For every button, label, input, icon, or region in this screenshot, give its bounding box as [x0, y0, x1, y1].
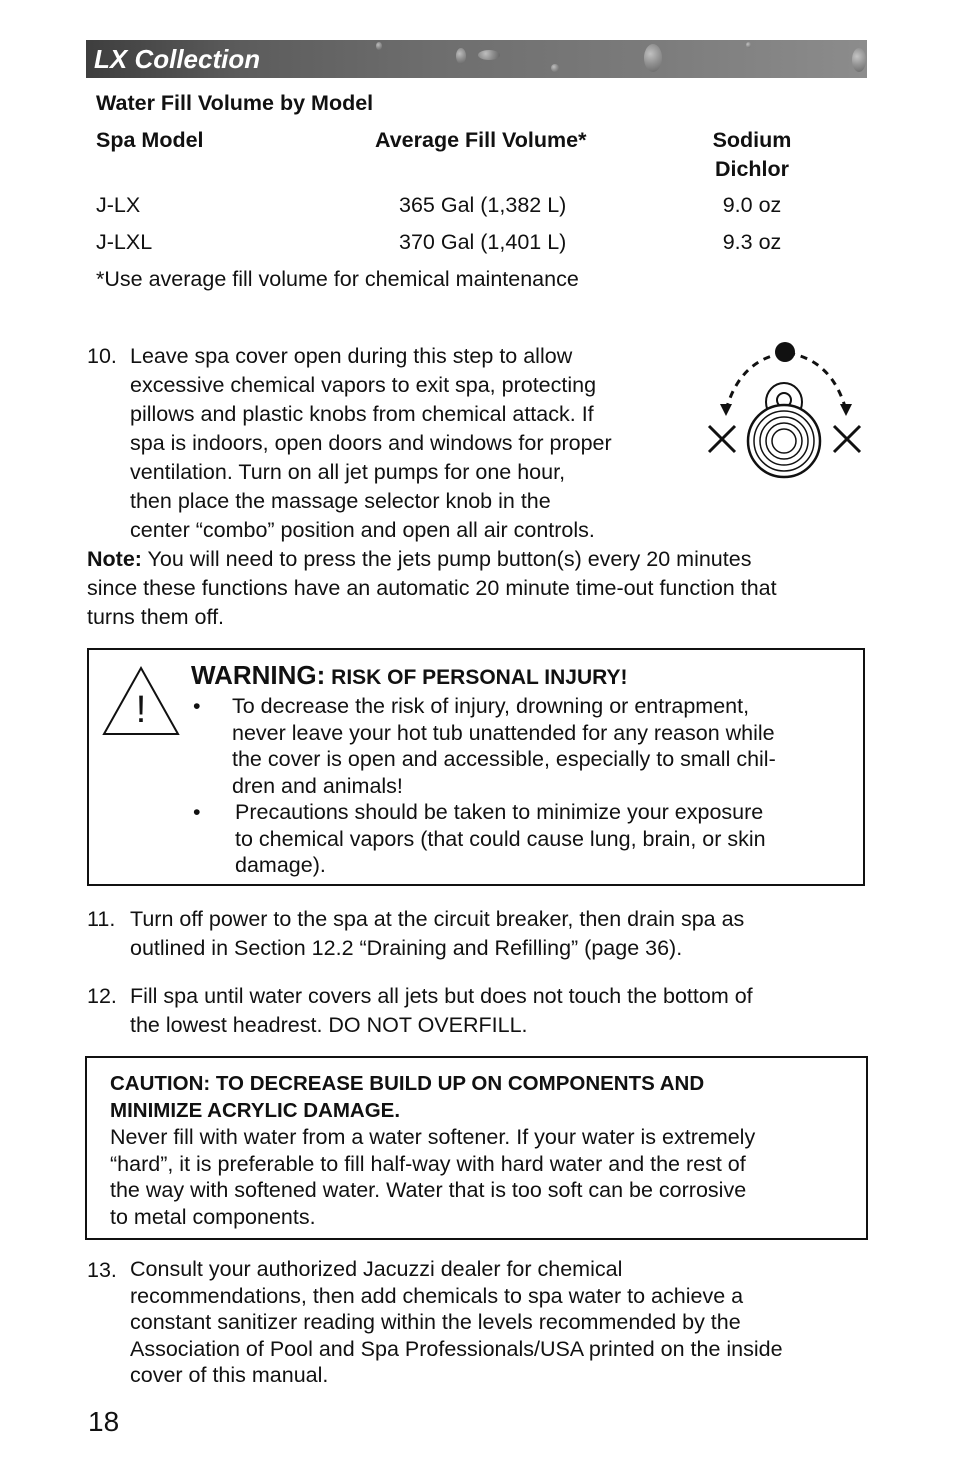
table-cell-model: J-LXL [96, 230, 153, 254]
warning-title: WARNING: [191, 660, 326, 690]
note-label: Note: [87, 547, 142, 571]
warning-line: the cover is open and accessible, especially to small chil- [232, 747, 776, 771]
step-line: cover of this manual. [130, 1363, 329, 1387]
caution-line: “hard”, it is preferable to fill half-way with hard water and the rest of [110, 1151, 746, 1176]
step-line: Leave spa cover open during this step to allow [130, 344, 573, 368]
step-line: Consult your authorized Jacuzzi dealer for chemical [130, 1257, 623, 1281]
caution-title [110, 1071, 860, 1124]
page-number: 18 [88, 1406, 120, 1437]
table-cell-volume: 370 Gal (1,401 L) [399, 230, 567, 254]
water-drop-decoration [551, 64, 559, 72]
step-line: outlined in Section 12.2 “Draining and Refilling” (page 36). [130, 936, 683, 960]
step-line: Turn off power to the spa at the circuit breaker, then drain spa as [130, 907, 745, 931]
note-text: since these functions have an automatic 20 minute time-out function that [87, 576, 777, 600]
warning-line: damage). [235, 853, 326, 877]
table-cell-dichlor: 9.3 oz [722, 230, 782, 254]
note-text: turns them off. [87, 605, 225, 629]
caution-title-line: CAUTION: TO DECREASE BUILD UP ON COMPONENTS AND [110, 1072, 705, 1095]
warning-box [87, 648, 865, 886]
step-line: the lowest headrest. DO NOT OVERFILL. [130, 1013, 528, 1037]
water-drop-decoration [456, 48, 466, 64]
caution-title-line: MINIMIZE ACRYLIC DAMAGE. [110, 1098, 401, 1122]
step-13-text [130, 1256, 920, 1389]
warning-line: Precautions should be taken to minimize your exposure [235, 800, 764, 824]
warning-heading [191, 660, 628, 691]
water-drop-decoration [746, 42, 751, 48]
step-line: recommendations, then add chemicals to spa water to achieve a [130, 1283, 744, 1308]
warning-bullet-1 [232, 693, 862, 799]
step-number: 12. [87, 984, 117, 1008]
warning-triangle-icon [100, 664, 182, 738]
step-line: Association of Pool and Spa Professionals/USA printed on the inside [130, 1336, 783, 1361]
warning-line: never leave your hot tub unattended for any reason while [232, 720, 775, 745]
step-number: 13. [87, 1258, 117, 1282]
table-heading: Water Fill Volume by Model [96, 91, 374, 115]
step-11-text [130, 905, 890, 963]
note-paragraph [87, 545, 877, 632]
warning-line: dren and animals! [232, 773, 403, 798]
knob-body [748, 405, 820, 477]
warning-subtitle: RISK OF PERSONAL INJURY! [325, 666, 628, 689]
column-header-sodium: Sodium [712, 128, 792, 152]
step-line: constant sanitizer reading within the levels recommended by the [130, 1310, 741, 1334]
water-drop-decoration [478, 50, 500, 60]
step-line: center “combo” position and open all air controls. [130, 518, 595, 542]
step-line: pillows and plastic knobs from chemical attack. If [130, 402, 594, 426]
step-line: spa is indoors, open doors and windows for proper [130, 431, 612, 455]
bullet-icon: • [193, 800, 201, 824]
water-drop-decoration [644, 44, 662, 72]
water-drop-decoration [852, 48, 866, 72]
caution-line: the way with softened water. Water that is too soft can be corrosive [110, 1178, 747, 1202]
step-line: then place the massage selector knob in the [130, 489, 551, 513]
section-title: LX Collection [94, 44, 261, 74]
bullet-icon: • [193, 694, 201, 718]
caution-line: to metal components. [110, 1204, 316, 1229]
table-cell-volume: 365 Gal (1,382 L) [399, 193, 567, 217]
arrow-left-icon [720, 404, 732, 416]
step-number: 11. [87, 907, 116, 931]
table-cell-model: J-LX [96, 193, 141, 217]
selector-knob-diagram [700, 338, 870, 493]
column-header-spa-model: Spa Model [96, 128, 204, 152]
step-number: 10. [87, 344, 117, 368]
warning-line: To decrease the risk of injury, drowning or entrapment, [232, 694, 750, 718]
table-footnote: *Use average fill volume for chemical maintenance [96, 267, 579, 291]
note-text: You will need to press the jets pump button(s) every 20 minutes [141, 547, 752, 571]
caution-body [110, 1124, 860, 1230]
arrow-right-icon [840, 404, 852, 416]
column-header-dichlor: Dichlor [714, 157, 790, 181]
column-header-fill-volume: Average Fill Volume* [375, 128, 587, 152]
warning-line: to chemical vapors (that could cause lung, brain, or skin [235, 826, 766, 851]
water-drop-decoration [376, 42, 382, 50]
center-position-dot [775, 342, 795, 362]
step-line: Fill spa until water covers all jets but does not touch the bottom of [130, 984, 753, 1008]
caution-box [85, 1056, 868, 1240]
caution-line: Never fill with water from a water softener. If your water is extremely [110, 1125, 756, 1149]
exclamation-mark: ! [135, 689, 147, 731]
section-header-bar [86, 40, 867, 78]
warning-bullet-2 [235, 799, 860, 879]
step-12-text [130, 982, 890, 1040]
step-10-text [130, 342, 690, 545]
step-line: ventilation. Turn on all jet pumps for one hour, [130, 460, 566, 484]
step-line: excessive chemical vapors to exit spa, protecting [130, 373, 597, 397]
table-cell-dichlor: 9.0 oz [722, 193, 782, 217]
